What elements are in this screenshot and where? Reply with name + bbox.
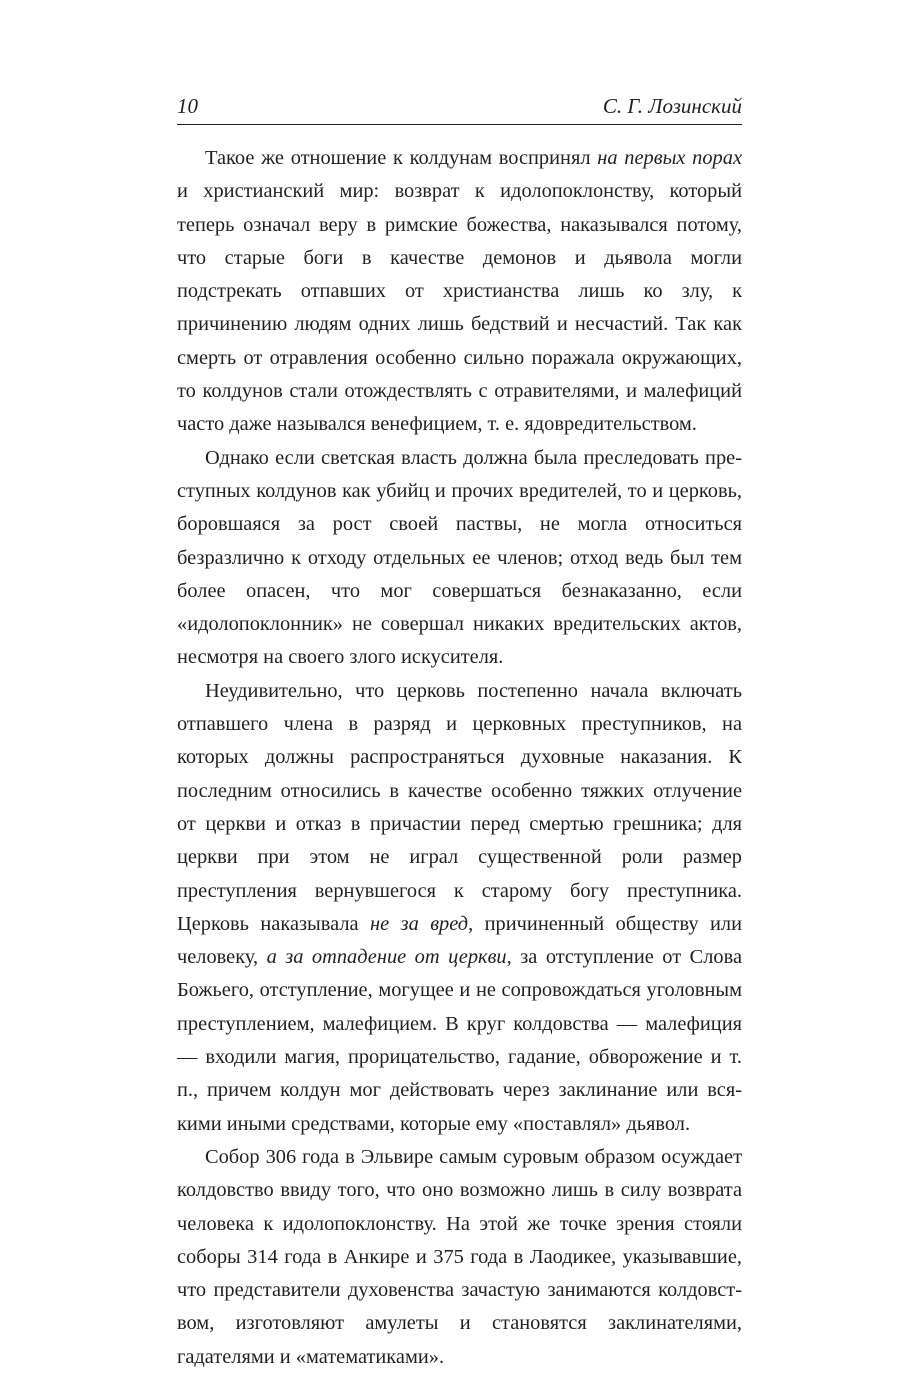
body-text xyxy=(177,142,742,1374)
author-name: С. Г. Лозинский xyxy=(602,94,742,118)
text-run: Однако если светская власть должна была преследовать преступных колдунов как убийц и прочих вредителей, то и церковь, боровшаяся за рост своей паствы, не могла относиться безразлично к отходу отдельных ее членов; отход ведь был тем более опасен, что мог совершаться безнаказанно, если «идолопоклонник» не совершал никаких вредительских актов, несмотря на своего злого искусителя. xyxy=(177,446,742,669)
text-run: , причиненный обществу или человеку, xyxy=(177,912,742,969)
running-head xyxy=(177,92,742,125)
text-run: Такое же отношение к колдунам воспринял xyxy=(205,147,598,169)
text-run: Неудивительно, что церковь постепенно начала включать отпавшего члена в разряд и церковных преступников, на которых должны распространяться духовные наказания. К последним относились в качестве особенно тяжких отлучение от церкви и отказ в причастии перед смертью грешника; для церкви при этом не играл существенной роли размер преступления вернувшегося к старому богу преступника. Церковь наказывала xyxy=(177,679,742,935)
paragraph-3 xyxy=(177,675,742,1141)
text-run: , за отступление от Слова Божьего, отступление, могущее и не сопровождаться уголовным преступлением, малефицием. В круг колдовства — малефиция — входили магия, прорицательство, гадание, обворожение и т. п., причем колдун мог действовать через заклинание или всякими иными средствами, которые ему «поставлял» дьявол. xyxy=(177,946,742,1135)
italic-phrase: не за вред xyxy=(370,912,469,935)
paragraph-1 xyxy=(177,142,742,442)
italic-phrase: на первых порах xyxy=(597,147,742,169)
paragraph-4 xyxy=(177,1141,742,1374)
text-run: Собор 306 года в Эльвире самым суровым образом осуждает колдовство ввиду того, что оно возможно лишь в силу возврата человека к идолопоклонству. На этой же точке зрения стояли соборы 314 года в Анкире и 375 года в Лаодикее, указывавшие, что представители духовенства зачастую занимаются колдовством, изготовляют амулеты и становятся заклинателями, гадателями и «математиками». xyxy=(177,1145,742,1368)
book-page xyxy=(177,92,742,1374)
paragraph-2 xyxy=(177,442,742,675)
text-run: и христианский мир: возврат к идолопоклонству, который теперь означал веру в римские божества, наказывался потому, что старые боги в качестве демонов и дьявола могли подстрекать отпавших от христианства лишь ко злу, к причинению людям одних лишь бедствий и несчастий. Так как смерть от отравления особенно сильно поражала окружающих, то колдунов стали отождествлять с отравителями, и малефиций часто даже назывался венефицием, т. е. ядовредительством. xyxy=(177,180,742,436)
page-number: 10 xyxy=(177,94,198,118)
italic-phrase: а за отпадение от церкви xyxy=(266,946,507,969)
